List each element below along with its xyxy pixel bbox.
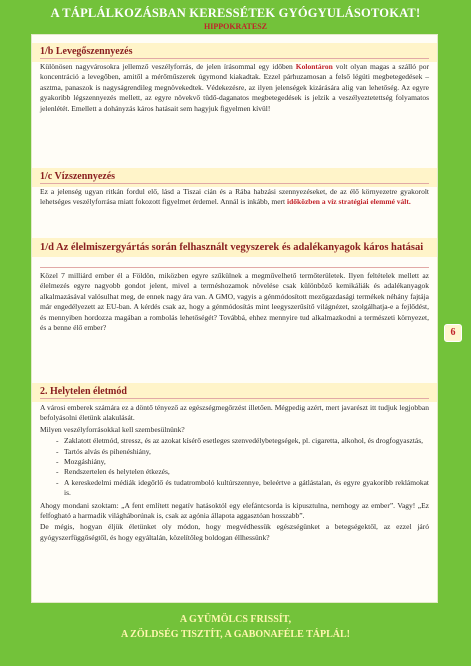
footer-line-2: A ZÖLDSÉG TISZTÍT, A GABONAFÉLE TÁPLÁL! (121, 629, 350, 640)
section-text-lifestyle: A városi emberek számára ez a döntő tényező az egészségmegőrzést illetően. Mégpedig azért, mert javarészt itt tudjuk legjobban befolyásolni életünk alakulását. Milyen veszélyforrásokkal kell szembesülnünk? - Zaklatott életmód, stressz, és az azokat kísérő esetleges szenvedélybetegségek, pl. cigaretta, alkohol, és drogfogyasztás, - Tartós alvás és pihenéshiány, - Mozgáshiány, - Rendszertelen és helytelen étkezés, - A kereskedelmi médiák idegőrlő és tudatromboló kultúrszennye, beleértve a gátlástalan, és egyre gyakoribb reklámokat is. Ahogy mondani szoktam: „A fent említett negatív hatásoktól egy elefántcsorda is kipusztulna, nemhogy az ember”. Vagy! „Ez felfogható a harmadik világháborúnak is, csak az agónia állapota aggasztóan hosszabb”. De mégis, hogyan éljük életünket oly módon, hogy megvédhessük egészségünket a betegségektől, az ezzel járó gyógyszerfüggőségtől, és hogy egyáltalán, közelítőleg boldogan éllhessünk? (40, 403, 429, 544)
footer-line-1: A GYÜMÖLCS FRISSÍT, (179, 614, 292, 625)
section-heading-water: 1/c Vízszennyezés (32, 168, 437, 187)
section-divider (40, 58, 429, 59)
list-item: - Rendszertelen és helytelen étkezés, (58, 467, 429, 477)
list-item: - Zaklatott életmód, stressz, és az azokat kísérő esetleges szenvedélybetegségek, pl. cigaretta, alkohol, és drogfogyasztás, (58, 436, 429, 446)
section-divider (40, 267, 429, 268)
section-heading-lifestyle: 2. Helytelen életmód (32, 383, 437, 402)
section-text-food-chemicals: Közel 7 milliárd ember él a Földön, miközben egyre szűkülnek a megművelhető termőterületek. Ilyen feltételek mellett az élelmezés egyre nagyobb gondot jelent, mivel a terméshozamok növelése csak különböző kemikáliák és adalékanyagok alkalmazásával valósulhat meg, de ennek nagy ára van. A GMO, vagyis a génmódosított mezőgazdasági termékek néhány fajtája már engedélyezett az EU-ban. A kérdés csak az, hogy a génmódosítás mint leegyszerűsítő világnézet, szolgálhatja-e a fejlődést, és mennyiben hordozza magában a rombolás lehetőségét? Továbbá, ehhez mennyire tud alkalmazkodni a természeti környezet, és a benne élő ember? (40, 271, 429, 333)
section-text-water: Ez a jelenség ugyan ritkán fordul elő, lásd a Tiszai cián és a Rába habzási szennyezéseket, de az élő környezetre gyakorolt lehetséges veszélyforrása miatt fokozott figyelmet érdemel. Annál is inkább, mert időközben a víz stratégiai elemmé vált. (40, 187, 429, 207)
list-item: - A kereskedelmi médiák idegőrlő és tudatromboló kultúrszennye, beleértve a gátlástalan, és egyre gyakoribb reklámokat is. (58, 478, 429, 499)
page-content (31, 34, 438, 603)
section-heading-air: 1/b Levegőszennyezés (32, 43, 437, 62)
section-text-air: Különösen nagyvárosokra jellemző veszélyforrás, de jelen írásommal egy időben Kolontáron volt olyan magas a szálló por koncentráció a levegőben, amitől a mérőműszerek úgymond kiakadtak. Ezzel párhuzamosan a felső légúti megbetegedések – asztma, panaszok is nagyságrendileg megnövekedtek. Védekezésre, az ilyen jelenségek kizárására alig van lehetőség. Az egyre gyakoribb légszennyezés mellett, az egyre növekvő tüdő-daganatos megbetegedések is jelzik a veszélyeztetettség folyamatos jelenlétét. Emellett a dohányzás káros hatásait sem hagyjuk figyelmen kívül! (40, 62, 429, 113)
header-title: A TÁPLÁLKOZÁSBAN KERESSÉTEK GYÓGYULÁSOTOKAT! (50, 6, 421, 20)
highlight-water-strategic: időközben a víz stratégiai elemmé vált. (287, 197, 411, 207)
section-heading-food-chemicals: 1/d Az élelmiszergyártás során felhasznált vegyszerek és adalékanyagok káros hatásai (32, 238, 437, 257)
section-divider (40, 398, 429, 399)
risk-list (40, 436, 429, 498)
list-item: - Tartós alvás és pihenéshiány, (58, 447, 429, 457)
page-number-badge: 6 (444, 324, 462, 342)
header-author: HIPPOKRATESZ (204, 22, 267, 31)
highlight-kolontar: Kolontáron (295, 62, 333, 71)
list-item: - Mozgáshiány, (58, 457, 429, 467)
section-divider (40, 183, 429, 184)
